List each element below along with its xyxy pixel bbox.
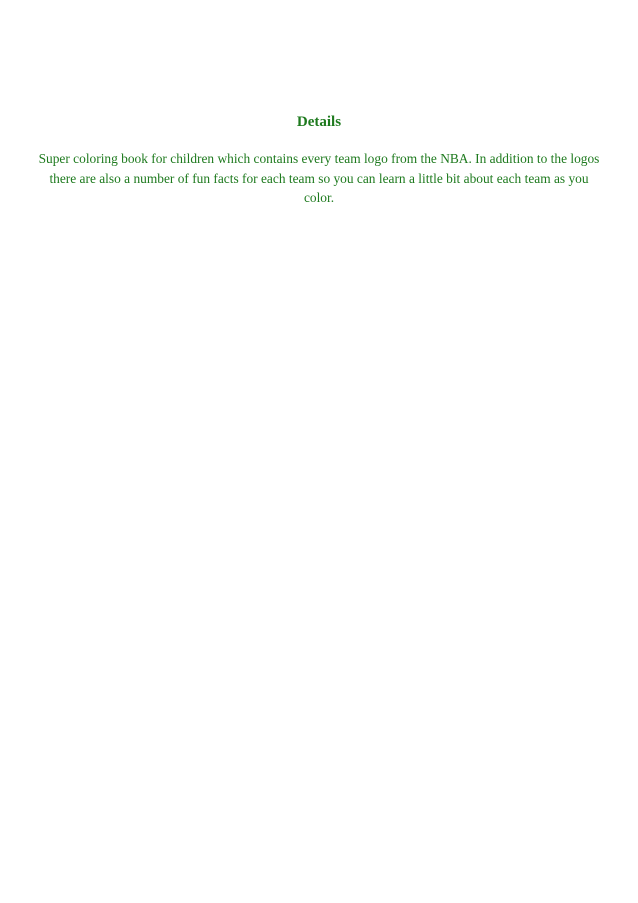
- details-description: Super coloring book for children which contains every team logo from the NBA. In addition to the logos there are also a number of fun facts for each team so you can learn a little bit about each team as you color.: [38, 151, 600, 205]
- details-heading: Details: [296, 114, 342, 130]
